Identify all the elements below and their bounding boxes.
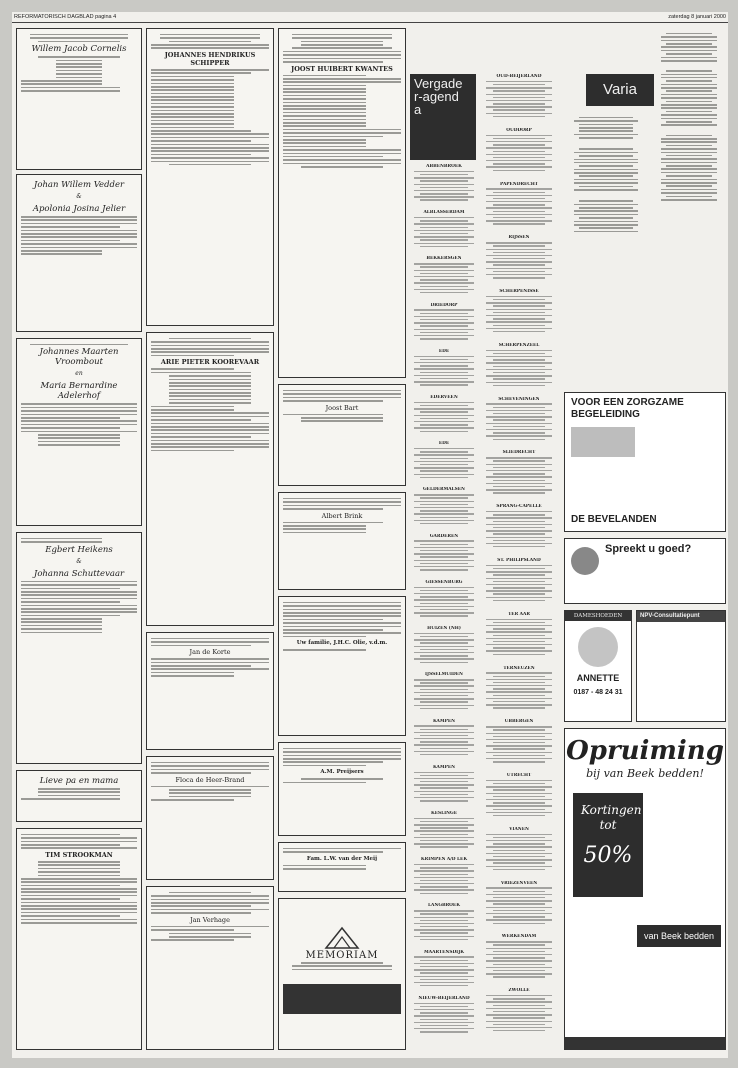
agenda-entry-place: SLIEDRECHT bbox=[502, 450, 536, 456]
ad-opruiming-sub: bij van Beek bedden! bbox=[586, 767, 704, 780]
agenda-entry bbox=[482, 881, 556, 933]
agenda-entry-place: SPRANG-CAPELLE bbox=[496, 504, 542, 510]
announcement-a6 bbox=[16, 828, 142, 1050]
name: TIM STROOKMAN bbox=[45, 850, 113, 859]
agenda-entry-place: GELDERMALSEN bbox=[423, 487, 465, 493]
varia-col1 bbox=[564, 112, 648, 386]
agenda-entry bbox=[410, 256, 478, 300]
name: MEMORIAM bbox=[305, 950, 379, 961]
name2: Maria Bernardine Adelerhof bbox=[40, 381, 118, 402]
agenda-entry bbox=[410, 719, 478, 763]
announcement-b1 bbox=[146, 28, 274, 326]
agenda-entry bbox=[410, 765, 478, 809]
agenda-entry-place: WERKENDAM bbox=[501, 934, 537, 940]
agenda-entry bbox=[482, 343, 556, 395]
agenda-heading: Vergader-agenda bbox=[410, 74, 476, 160]
ad-annette-phone: 0187 - 48 24 31 bbox=[573, 689, 623, 696]
announcement-a3 bbox=[16, 338, 142, 526]
name: Albert Brink bbox=[321, 511, 363, 520]
agenda-entry bbox=[410, 950, 478, 994]
agenda-entry bbox=[482, 504, 556, 556]
ad-annette: ANNETTE bbox=[576, 673, 620, 683]
sub: en bbox=[75, 370, 83, 378]
agenda-entry bbox=[482, 612, 556, 664]
varia-col2 bbox=[652, 28, 726, 388]
name: JOHANNES HENDRIKUS SCHIPPER bbox=[164, 50, 256, 67]
name: Johan Willem Vedder bbox=[33, 180, 125, 190]
memoriam-logo-icon bbox=[324, 924, 360, 950]
agenda-entry bbox=[482, 182, 556, 234]
agenda-entry bbox=[482, 988, 556, 1040]
ad-dameshoeden bbox=[564, 610, 632, 722]
ad-kortingen-block bbox=[573, 793, 643, 897]
announcement-b2 bbox=[146, 332, 274, 626]
page-header bbox=[12, 12, 728, 23]
ad-percentage: 50% bbox=[583, 843, 633, 868]
agenda-entry-place: RIJSSEN bbox=[508, 235, 530, 241]
agenda-entry bbox=[410, 164, 478, 208]
ad-vanbeek-logo: van Beek bedden bbox=[637, 925, 721, 947]
ad-zorgzame-title: VOOR EEN ZORGZAME BEGELEIDING bbox=[571, 397, 684, 420]
name: Johannes Maarten Vroombout bbox=[39, 347, 119, 368]
announcement-b5 bbox=[146, 886, 274, 1050]
agenda-entry bbox=[410, 487, 478, 531]
newspaper-page bbox=[12, 12, 728, 1058]
ad-dameshoeden-title: DAMESHOEDEN bbox=[565, 611, 631, 621]
agenda-entry-place: MAARTENSDIJK bbox=[424, 949, 464, 955]
agenda-entry-place: SCHEVENINGEN bbox=[498, 396, 540, 402]
agenda-entry bbox=[482, 235, 556, 287]
agenda-entry bbox=[410, 210, 478, 254]
name: Lieve pa en mama bbox=[39, 776, 119, 786]
name: Fam. L.W. van der Meij bbox=[306, 855, 378, 862]
agenda-entry-place: EDE bbox=[438, 348, 450, 354]
agenda-entry-place: EDE bbox=[438, 441, 450, 447]
ad-zorgzame-begeleiding bbox=[564, 392, 726, 532]
ad-npv-title: NPV-Consultatiepunt bbox=[637, 611, 725, 622]
agenda-entry bbox=[410, 441, 478, 485]
agenda-entry bbox=[482, 666, 556, 718]
agenda-entry bbox=[410, 303, 478, 347]
agenda-entry-place: ABBENBROEK bbox=[426, 164, 462, 169]
name: Jan Verhage bbox=[190, 915, 230, 924]
announcement-a2 bbox=[16, 174, 142, 332]
announcement-b3 bbox=[146, 632, 274, 750]
agenda-entry-place: PAPENDRECHT bbox=[500, 181, 538, 187]
name: Joost Bart bbox=[325, 403, 359, 412]
agenda-entry bbox=[482, 397, 556, 449]
agenda-entry bbox=[482, 289, 556, 341]
agenda-entry-place: BEKKERSGEN bbox=[426, 256, 462, 262]
agenda-entry bbox=[410, 811, 478, 855]
agenda-entry bbox=[410, 857, 478, 901]
ad-opruiming bbox=[564, 728, 726, 1050]
announcement-c6 bbox=[278, 842, 406, 892]
agenda-entry-place: TERNEUZEN bbox=[503, 665, 535, 671]
name: Uw familie, J.H.C. Olie, v.d.m. bbox=[296, 640, 388, 647]
agenda-entry-place: VRIEZENVEEN bbox=[500, 880, 538, 886]
name: Floca de Heer-Brand bbox=[175, 775, 245, 784]
name: A.M. Preijsers bbox=[320, 769, 364, 776]
announcement-a1 bbox=[16, 28, 142, 170]
agenda-entry bbox=[410, 534, 478, 578]
agenda-entry bbox=[410, 395, 478, 439]
agenda-entry bbox=[482, 773, 556, 825]
sub: & bbox=[76, 557, 82, 565]
agenda-entry bbox=[482, 934, 556, 986]
agenda-entry-place: ST. PHILIPSLAND bbox=[497, 558, 541, 563]
agenda-entry-place: KESLINGE bbox=[430, 810, 458, 816]
agenda-entry-place: SCHERPENISSE bbox=[499, 289, 539, 295]
agenda-entry-place: UBBERGEN bbox=[504, 719, 534, 725]
name: Jan de Korte bbox=[189, 648, 231, 657]
header-right: zaterdag 8 januari 2000 bbox=[668, 14, 726, 20]
agenda-entry bbox=[482, 827, 556, 879]
announcement-c4 bbox=[278, 596, 406, 736]
header-left: REFORMATORISCH DAGBLAD pagina 4 bbox=[14, 14, 117, 20]
agenda-entry-place: ALBLASSERDAM bbox=[423, 210, 465, 216]
agenda-entry bbox=[410, 903, 478, 947]
announcement-a5 bbox=[16, 770, 142, 822]
agenda-entry bbox=[410, 626, 478, 670]
announcement-c1 bbox=[278, 28, 406, 378]
ad-spreekt-title: Spreekt u goed? bbox=[605, 543, 692, 555]
agenda-entry bbox=[410, 580, 478, 624]
agenda-entry bbox=[482, 128, 556, 180]
varia-heading: Varia bbox=[586, 74, 654, 106]
name: Egbert Heikens bbox=[45, 544, 113, 555]
agenda-entry-place: DRIEDORP bbox=[430, 302, 458, 308]
agenda-entry-place: HUIZEN (NH) bbox=[427, 626, 461, 632]
ad-bevelanden-name: DE BEVELANDEN bbox=[571, 514, 657, 525]
announcement-b4 bbox=[146, 756, 274, 880]
agenda-entry-place: OUD-BEIJERLAND bbox=[496, 74, 542, 79]
agenda-entry-place: KAMPEN bbox=[432, 764, 456, 770]
agenda-entry-place: UTRECHT bbox=[506, 773, 532, 779]
name: Willem Jacob Cornelis bbox=[31, 44, 127, 55]
ad-opruiming-title: Opruiming bbox=[566, 736, 724, 766]
agenda-entry-place: KRIMPEN A/D LEK bbox=[420, 857, 468, 863]
agenda-entry-place: IJSSELMUIDEN bbox=[425, 672, 463, 678]
agenda-entry-place: GIESSENBURG bbox=[425, 579, 463, 585]
name2: Apolonia Josina Jelier bbox=[32, 204, 126, 214]
agenda-entry-place: SCHERPENZEEL bbox=[498, 342, 540, 348]
announcement-c7 bbox=[278, 898, 406, 1050]
agenda-entry-place: NIEUW-BEIJERLAND bbox=[418, 995, 470, 1001]
agenda-entry-place: LANGBROEK bbox=[428, 903, 460, 909]
announcement-c3 bbox=[278, 492, 406, 590]
agenda-entry-place: GARDEREN bbox=[429, 533, 459, 539]
agenda-entry-place: KAMPEN bbox=[432, 718, 456, 724]
announcement-c5 bbox=[278, 742, 406, 836]
agenda-entry-place: OUDDORP bbox=[506, 127, 532, 133]
agenda-entry bbox=[482, 74, 556, 126]
ad-npv bbox=[636, 610, 726, 722]
name: ARIE PIETER KOOREVAAR bbox=[160, 358, 260, 367]
announcement-c2 bbox=[278, 384, 406, 486]
agenda-entry bbox=[482, 719, 556, 771]
sub: & bbox=[76, 193, 82, 200]
agenda-entry-place: ZWOLLE bbox=[508, 988, 530, 994]
agenda-entry bbox=[410, 672, 478, 716]
agenda-entry bbox=[482, 450, 556, 502]
agenda-entry bbox=[482, 558, 556, 610]
announcement-a4 bbox=[16, 532, 142, 764]
agenda-entry bbox=[410, 996, 478, 1040]
name2: Johanna Schuttevaar bbox=[33, 568, 125, 579]
agenda-entry-place: TER AAR bbox=[508, 611, 530, 617]
agenda-entry-place: EDERVEEN bbox=[430, 395, 458, 401]
agenda-entry-place: VIANEN bbox=[509, 826, 529, 832]
ad-kortingen: Kortingen tot bbox=[581, 803, 642, 832]
agenda-entry bbox=[410, 349, 478, 393]
ad-spreekt-u-goed bbox=[564, 538, 726, 604]
name: JOOST HUIBERT KWANTES bbox=[291, 64, 393, 73]
